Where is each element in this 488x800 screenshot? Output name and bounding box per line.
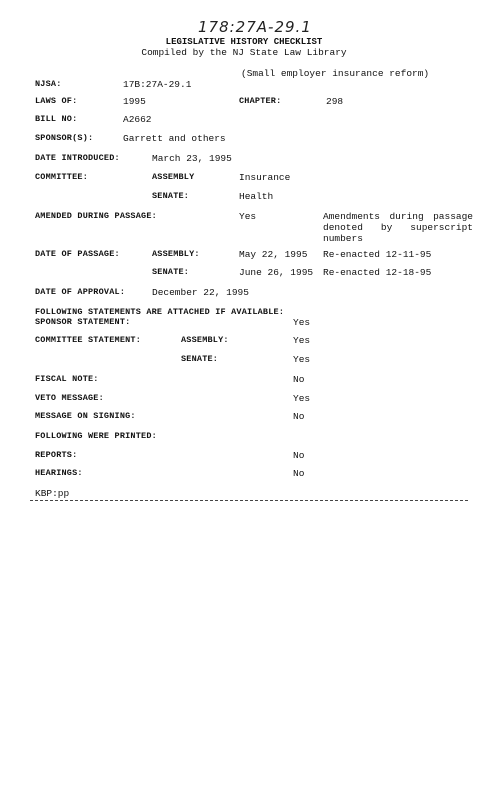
message-on-signing-label: MESSAGE ON SIGNING: xyxy=(35,411,136,421)
committee-assembly-label: ASSEMBLY xyxy=(152,172,195,182)
committee-senate-label: SENATE: xyxy=(152,191,190,201)
page-subtitle: Compiled by the NJ State Law Library xyxy=(141,47,347,58)
date-introduced-value: March 23, 1995 xyxy=(152,153,232,164)
amended-label: AMENDED DURING PASSAGE: xyxy=(35,211,157,221)
topic-note: (Small employer insurance reform) xyxy=(241,68,430,79)
veto-message-label: VETO MESSAGE: xyxy=(35,393,104,403)
committee-statement-senate-label: SENATE: xyxy=(181,354,219,364)
hearings-value: No xyxy=(293,468,305,479)
passage-assembly-label: ASSEMBLY: xyxy=(152,249,200,259)
date-of-approval-value: December 22, 1995 xyxy=(152,287,249,298)
sponsor-statement-value: Yes xyxy=(293,317,311,328)
passage-assembly-value: May 22, 1995 xyxy=(239,249,308,260)
hearings-label: HEARINGS: xyxy=(35,468,83,478)
initials: KBP:pp xyxy=(35,488,70,499)
message-on-signing-value: No xyxy=(293,411,305,422)
amended-note: Amendments during passage denoted by superscript numbers xyxy=(323,211,473,244)
sponsor-statement-label: SPONSOR STATEMENT: xyxy=(35,317,131,327)
chapter-value: 298 xyxy=(326,96,344,107)
fiscal-note-label: FISCAL NOTE: xyxy=(35,374,99,384)
signature-line xyxy=(30,500,468,503)
passage-senate-note: Re-enacted 12-18-95 xyxy=(323,267,432,278)
fiscal-note-value: No xyxy=(293,374,305,385)
handwritten-number: 178:27A-29.1 xyxy=(198,18,312,36)
committee-statement-senate-value: Yes xyxy=(293,354,311,365)
laws-of-label: LAWS OF: xyxy=(35,96,78,106)
sponsors-value: Garrett and others xyxy=(123,133,226,144)
committee-label: COMMITTEE: xyxy=(35,172,89,182)
date-of-passage-label: DATE OF PASSAGE: xyxy=(35,249,120,259)
chapter-label: CHAPTER: xyxy=(239,96,282,106)
committee-statement-label: COMMITTEE STATEMENT: xyxy=(35,335,142,345)
laws-of-value: 1995 xyxy=(123,96,146,107)
printed-heading: FOLLOWING WERE PRINTED: xyxy=(35,431,157,441)
committee-statement-assembly-label: ASSEMBLY: xyxy=(181,335,229,345)
statements-heading: FOLLOWING STATEMENTS ARE ATTACHED IF AVAILABLE: xyxy=(35,307,285,317)
page-title: LEGISLATIVE HISTORY CHECKLIST xyxy=(165,37,323,47)
passage-senate-value: June 26, 1995 xyxy=(239,267,314,278)
committee-statement-assembly-value: Yes xyxy=(293,335,311,346)
sponsors-label: SPONSOR(S): xyxy=(35,133,94,143)
passage-assembly-note: Re-enacted 12-11-95 xyxy=(323,249,432,260)
bill-no-label: BILL NO: xyxy=(35,114,78,124)
passage-senate-label: SENATE: xyxy=(152,267,190,277)
amended-value: Yes xyxy=(239,211,257,222)
committee-senate-value: Health xyxy=(239,191,274,202)
date-of-approval-label: DATE OF APPROVAL: xyxy=(35,287,126,297)
njsa-label: NJSA: xyxy=(35,79,62,89)
bill-no-value: A2662 xyxy=(123,114,152,125)
committee-assembly-value: Insurance xyxy=(239,172,291,183)
date-introduced-label: DATE INTRODUCED: xyxy=(35,153,120,163)
veto-message-value: Yes xyxy=(293,393,311,404)
reports-value: No xyxy=(293,450,305,461)
njsa-value: 17B:27A-29.1 xyxy=(123,79,192,90)
reports-label: REPORTS: xyxy=(35,450,78,460)
